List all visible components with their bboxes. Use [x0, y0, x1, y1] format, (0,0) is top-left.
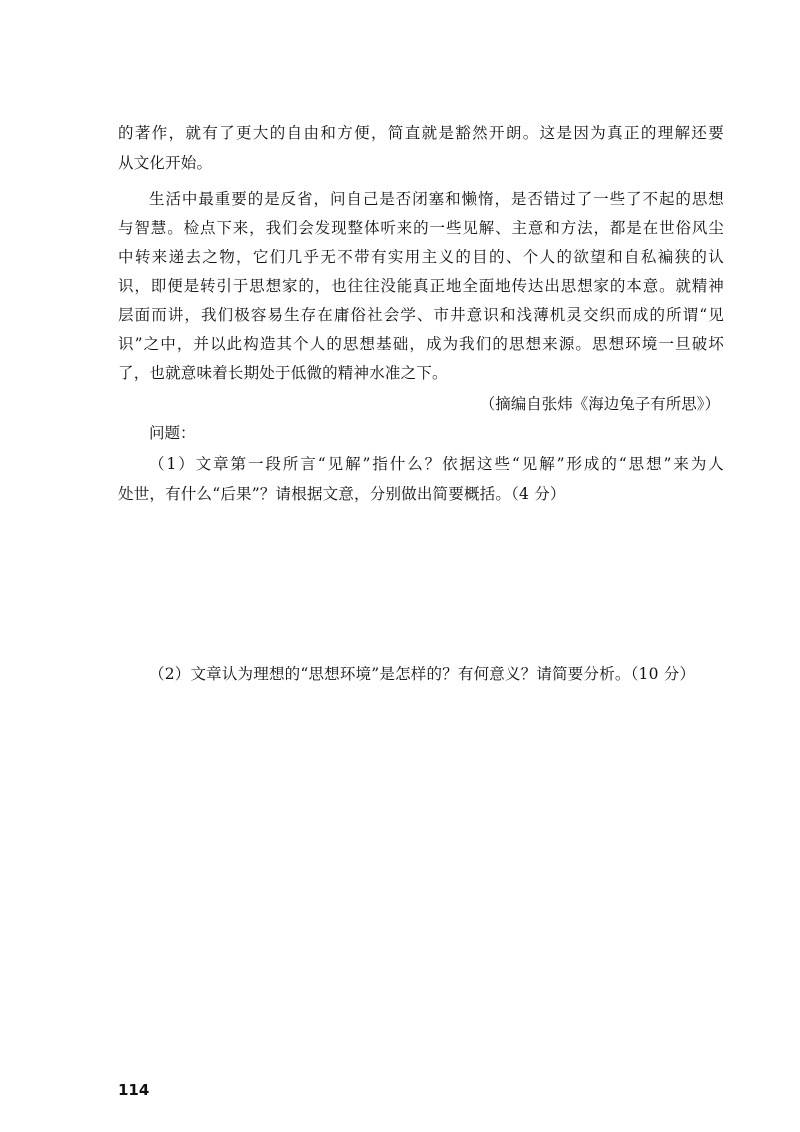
- source-citation: （摘编自张炜《海边兔子有所思》）: [479, 395, 720, 413]
- paragraph-2-line-3: 中转来递去之物，它们几乎无不带有实用主义的目的、个人的欲望和自私褊狭的认: [118, 248, 724, 266]
- question-1-line-2: 处世，有什么“后果”？请根据文意，分别做出简要概括。（4 分）: [118, 485, 566, 503]
- paragraph-2-line-2: 与智慧。检点下来，我们会发现整体听来的一些见解、主意和方法，都是在世俗风尘: [118, 219, 724, 237]
- question-1-line-1: （1）文章第一段所言“见解”指什么？依据这些“见解”形成的“思想”来为人: [149, 455, 724, 473]
- paragraph-2-line-1: 生活中最重要的是反省，问自己是否闭塞和懒惰，是否错过了一些了不起的思想: [149, 190, 724, 208]
- question-2-line-1: （2）文章认为理想的“思想环境”是怎样的？有何意义？请简要分析。（10 分）: [149, 665, 696, 683]
- paragraph-2-line-5: 层面而讲，我们极容易生存在庸俗社会学、市井意识和浅薄机灵交织而成的所谓“见: [118, 306, 724, 324]
- questions-label: 问题：: [149, 424, 196, 442]
- paragraph-2-line-6: 识”之中，并以此构造其个人的思想基础，成为我们的思想来源。思想环境一旦破坏: [118, 335, 724, 353]
- paragraph-1-line-2: 从文化开始。: [118, 154, 213, 172]
- paragraph-2-line-4: 识，即便是转引于思想家的，也往往没能真正地全面地传达出思想家的本意。就精神: [118, 277, 724, 295]
- paragraph-1-line-1: 的著作，就有了更大的自由和方便，简直就是豁然开朗。这是因为真正的理解还要: [118, 124, 724, 142]
- paragraph-2-line-7: 了，也就意味着长期处于低微的精神水准之下。: [118, 364, 448, 382]
- page-number: 114: [118, 1081, 150, 1099]
